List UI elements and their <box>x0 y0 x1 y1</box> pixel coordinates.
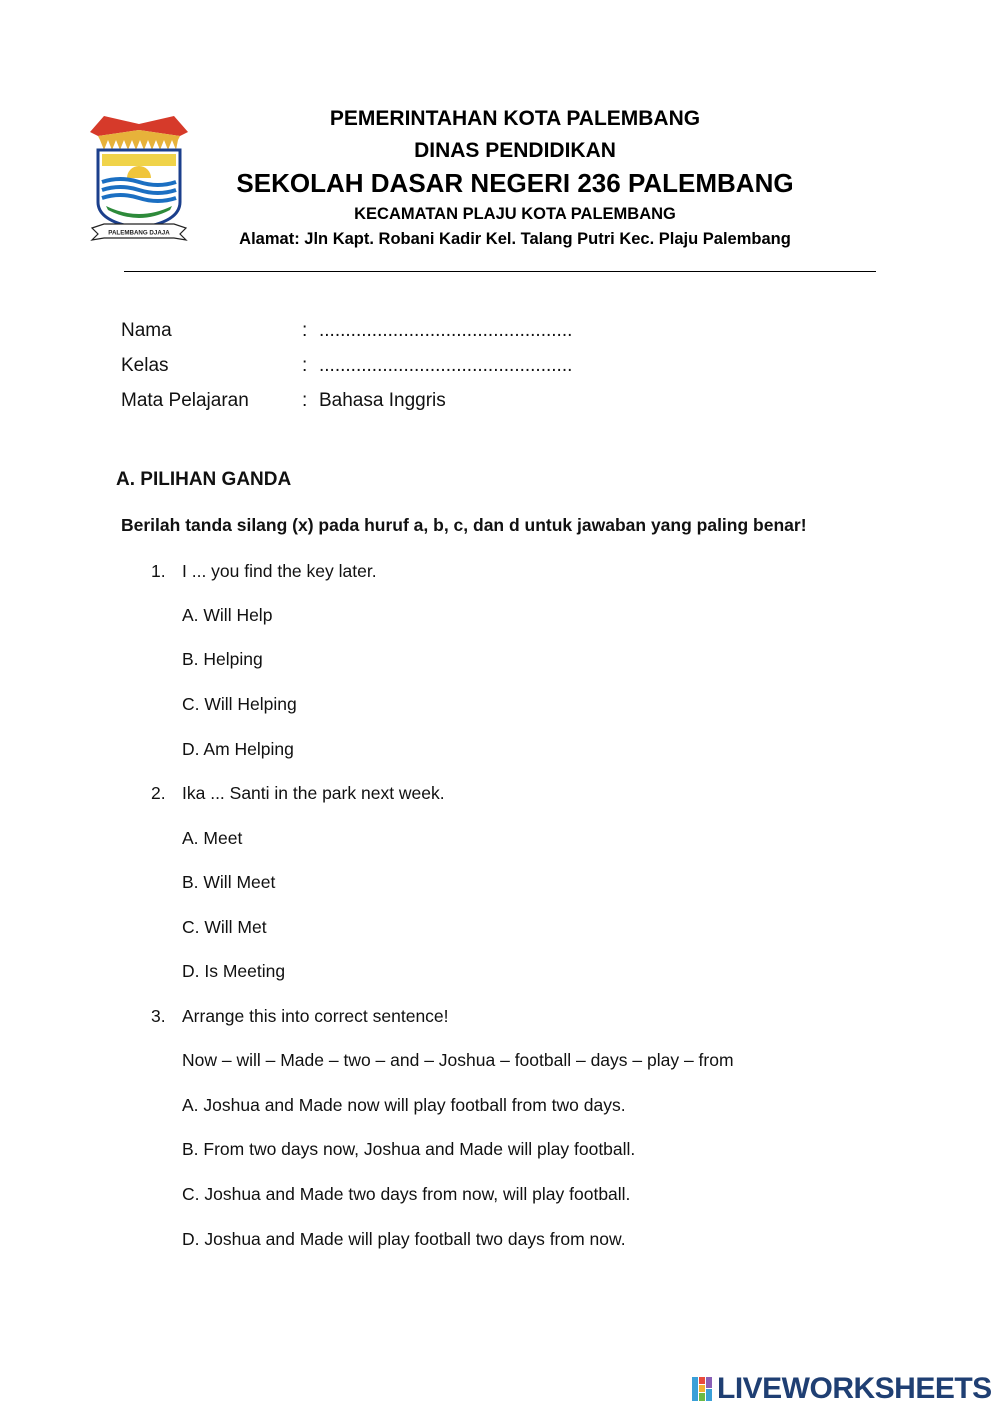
header-district: KECAMATAN PLAJU KOTA PALEMBANG <box>354 205 676 223</box>
answer-option[interactable]: A. Will Help <box>182 605 273 625</box>
question-text: Ika ... Santi in the park next week. <box>182 783 445 803</box>
field-colon: : <box>302 390 308 411</box>
question-prompt-words: Now – will – Made – two – and – Joshua – football – days – play – from <box>182 1050 734 1070</box>
liveworksheets-logo-icon <box>692 1375 714 1403</box>
liveworksheets-brand <box>692 1371 992 1407</box>
section-instruction: Berilah tanda silang (x) pada huruf a, b, c, dan d untuk jawaban yang paling benar! <box>121 515 807 535</box>
answer-option[interactable]: B. Helping <box>182 649 263 669</box>
answer-option[interactable]: C. Will Met <box>182 917 267 937</box>
field-value-blank[interactable]: ................................................ <box>319 355 573 376</box>
answer-option[interactable]: B. Will Meet <box>182 872 276 892</box>
field-label: Kelas <box>121 355 169 376</box>
field-value-blank[interactable]: ................................................ <box>319 320 573 341</box>
header-department: DINAS PENDIDIKAN <box>414 139 616 162</box>
field-label: Mata Pelajaran <box>121 390 249 411</box>
question-text: I ... you find the key later. <box>182 561 377 581</box>
answer-option[interactable]: D. Is Meeting <box>182 961 286 981</box>
answer-option[interactable]: A. Joshua and Made now will play football from two days. <box>182 1095 626 1115</box>
liveworksheets-wordmark: LIVEWORKSHEETS <box>717 1372 992 1405</box>
answer-option[interactable]: C. Joshua and Made two days from now, will play football. <box>182 1184 631 1204</box>
answer-option[interactable]: B. From two days now, Joshua and Made will play football. <box>182 1139 636 1159</box>
header-government: PEMERINTAHAN KOTA PALEMBANG <box>329 107 701 130</box>
question-number: 1. <box>151 561 166 581</box>
svg-text:PALEMBANG DJAJA: PALEMBANG DJAJA <box>108 229 170 237</box>
answer-option[interactable]: C. Will Helping <box>182 694 297 714</box>
field-colon: : <box>302 355 308 376</box>
field-colon: : <box>302 320 308 341</box>
answer-option[interactable]: D. Joshua and Made will play football two days from now. <box>182 1229 626 1249</box>
question-number: 2. <box>151 783 166 803</box>
answer-option[interactable]: D. Am Helping <box>182 739 294 759</box>
question-text: Arrange this into correct sentence! <box>182 1006 449 1026</box>
header-divider <box>124 271 876 272</box>
question-number: 3. <box>151 1006 166 1026</box>
field-label: Nama <box>121 320 172 341</box>
header-school-name: SEKOLAH DASAR NEGERI 236 PALEMBANG <box>236 168 794 198</box>
header-address: Alamat: Jln Kapt. Robani Kadir Kel. Talang Putri Kec. Plaju Palembang <box>239 230 791 248</box>
answer-option[interactable]: A. Meet <box>182 828 243 848</box>
section-title: A. PILIHAN GANDA <box>116 469 292 490</box>
field-value: Bahasa Inggris <box>319 390 446 411</box>
